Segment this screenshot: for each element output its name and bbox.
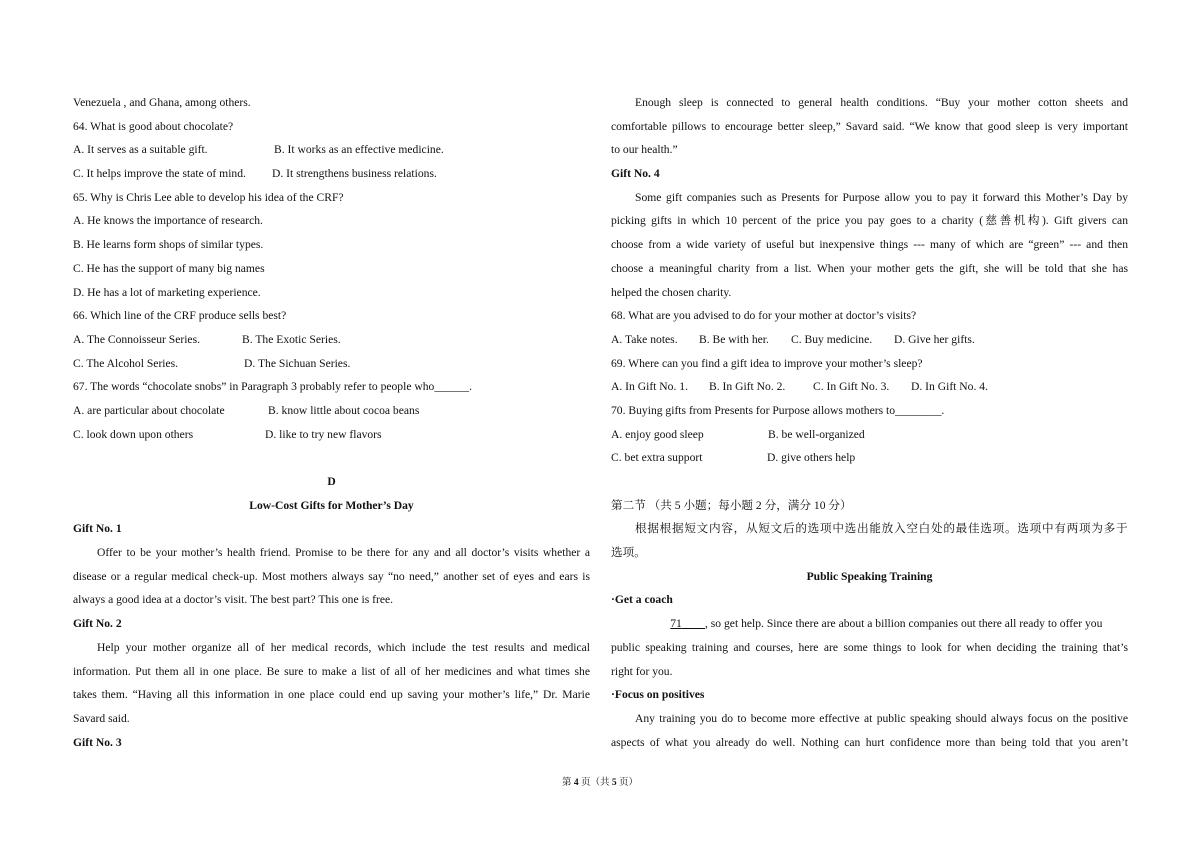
right-column (611, 91, 1128, 754)
subheading: ·Get a coach (611, 593, 673, 607)
paragraph-line: choose from a wide variety of useful but inexpensive things --- many of which are “green” --- and then (611, 238, 1128, 252)
option-c: C. In Gift No. 3. (813, 380, 890, 394)
options-row (611, 375, 1128, 399)
option-d: D. give others help (767, 451, 856, 465)
option-c: C. The Alcohol Series. (73, 356, 179, 370)
option-a: A. The Connoisseur Series. (73, 332, 200, 346)
question-70: 70. Buying gifts from Presents for Purpose allows mothers to________. (611, 403, 945, 417)
question-67: 67. The words “chocolate snobs” in Paragraph 3 probably refer to people who______. (73, 380, 473, 394)
paragraph-line: Enough sleep is connected to general health conditions. “Buy your mother cotton sheets and (635, 96, 1128, 109)
section-letter: D (327, 475, 336, 488)
passage-title: Public Speaking Training (806, 569, 933, 583)
page-total: 5 (611, 778, 617, 788)
paragraph-line: comfortable pillows to encourage better sleep,” Savard said. “We know that good sleep is very important (611, 119, 1128, 133)
subheading: ·Focus on positives (611, 688, 705, 702)
paragraph-line: picking gifts in which 10 percent of the price you pay goes to a charity (慈善机构). Gift givers can (611, 214, 1128, 228)
options-row (73, 423, 590, 447)
option-d: D. Give her gifts. (894, 332, 975, 346)
paragraph-line: Savard said. (73, 711, 130, 725)
option-b: B. be well-organized (768, 427, 865, 441)
paragraph-line: information. Put them all in one place. Be sure to make a list of all of her medicines and what times she (73, 664, 590, 678)
option-c: C. bet extra support (611, 451, 703, 465)
option-b: B. Be with her. (699, 332, 769, 346)
text-line: Venezuela , and Ghana, among others. (73, 96, 251, 109)
paragraph-line: Any training you do to become more effective at public speaking should always focus on the positive (635, 711, 1128, 725)
option-b: B. He learns form shops of similar types. (73, 238, 264, 252)
gift-heading: Gift No. 4 (611, 167, 660, 181)
option-c: C. look down upon others (73, 427, 194, 441)
option-d: D. In Gift No. 4. (911, 380, 988, 394)
option-b: B. In Gift No. 2. (709, 380, 786, 394)
question-65: 65. Why is Chris Lee able to develop his idea of the CRF? (73, 190, 344, 204)
option-c: C. Buy medicine. (791, 332, 873, 346)
options-row (73, 138, 590, 162)
options-row (73, 352, 590, 376)
paragraph-line: aspects of what you already do well. Nothing can hurt confidence more than being told that you aren’t (611, 735, 1128, 749)
paragraph-line (611, 612, 1128, 636)
option-d: D. It strengthens business relations. (272, 167, 437, 181)
gift-heading: Gift No. 3 (73, 735, 122, 749)
instruction-line: 根据根据短文内容，从短文后的选项中选出能放入空白处的最佳选项。选项中有两项为多于 (635, 522, 1128, 536)
option-d: D. The Sichuan Series. (244, 356, 351, 370)
blank-71-rest: , so get help. Since there are about a billion companies out there all ready to offer you (705, 617, 1103, 631)
left-column (73, 91, 590, 754)
options-row (73, 162, 590, 186)
paragraph-line: to our health.” (611, 143, 678, 157)
spacer (611, 470, 1128, 494)
question-68: 68. What are you advised to do for your mother at doctor’s visits? (611, 309, 917, 323)
paragraph-line: Offer to be your mother’s health friend. Promise to be there for any and all doctor’s visits whether a (97, 546, 590, 560)
option-a: A. He knows the importance of research. (73, 214, 263, 228)
options-row (73, 328, 590, 352)
option-d: D. He has a lot of marketing experience. (73, 285, 261, 299)
options-row (611, 328, 1128, 352)
question-69: 69. Where can you find a gift idea to improve your mother’s sleep? (611, 356, 923, 370)
option-b: B. know little about cocoa beans (268, 403, 420, 417)
option-d: D. like to try new flavors (265, 427, 382, 441)
part-heading: 第二节 （共 5 小题；每小题 2 分，满分 10 分） (611, 498, 852, 512)
gift-heading: Gift No. 1 (73, 522, 122, 536)
options-row (611, 423, 1128, 447)
option-a: A. are particular about chocolate (73, 403, 225, 417)
option-b: B. The Exotic Series. (242, 332, 341, 346)
paragraph-line: choose a meaningful charity from a list. When your mother gets the gift, she will be told that she has (611, 261, 1128, 275)
option-a: A. It serves as a suitable gift. (73, 143, 208, 157)
gift-heading: Gift No. 2 (73, 617, 122, 631)
paragraph-line: public speaking training and courses, here are some things to look for when deciding the training that’s (611, 640, 1128, 654)
question-64: 64. What is good about chocolate? (73, 119, 234, 133)
paragraph-line: always a good idea at a doctor’s visit. The best part? This one is free. (73, 593, 394, 607)
option-c: C. It helps improve the state of mind. (73, 167, 246, 181)
blank-71: 71 (670, 617, 682, 631)
paragraph-line: right for you. (611, 664, 673, 678)
paragraph-line: Help your mother organize all of her medical records, which include the test results and medical (97, 640, 590, 654)
page-number: 4 (573, 778, 579, 788)
options-row (611, 446, 1128, 470)
section-title: Low-Cost Gifts for Mother’s Day (249, 498, 414, 512)
page-footer: 第 4 页（共 5 页） (561, 778, 639, 788)
option-b: B. It works as an effective medicine. (274, 143, 444, 157)
option-a: A. Take notes. (611, 332, 678, 346)
options-row (73, 399, 590, 423)
option-c: C. He has the support of many big names (73, 261, 265, 275)
paragraph-line: helped the chosen charity. (611, 285, 732, 299)
paragraph-line: takes them. “Having all this information in one place could end up saving your mother’s life,” Dr. Marie (73, 688, 590, 702)
spacer (73, 446, 590, 470)
paragraph-line: disease or a regular medical check-up. Most mothers always say “no need,” another set of eyes and ears is (73, 569, 590, 583)
option-a: A. enjoy good sleep (611, 427, 704, 441)
paragraph-line: Some gift companies such as Presents for Purpose allow you to pay it forward this Mother’s Day by (635, 190, 1128, 204)
instruction-line: 选项。 (611, 546, 646, 560)
option-a: A. In Gift No. 1. (611, 380, 688, 394)
question-66: 66. Which line of the CRF produce sells best? (73, 309, 287, 323)
